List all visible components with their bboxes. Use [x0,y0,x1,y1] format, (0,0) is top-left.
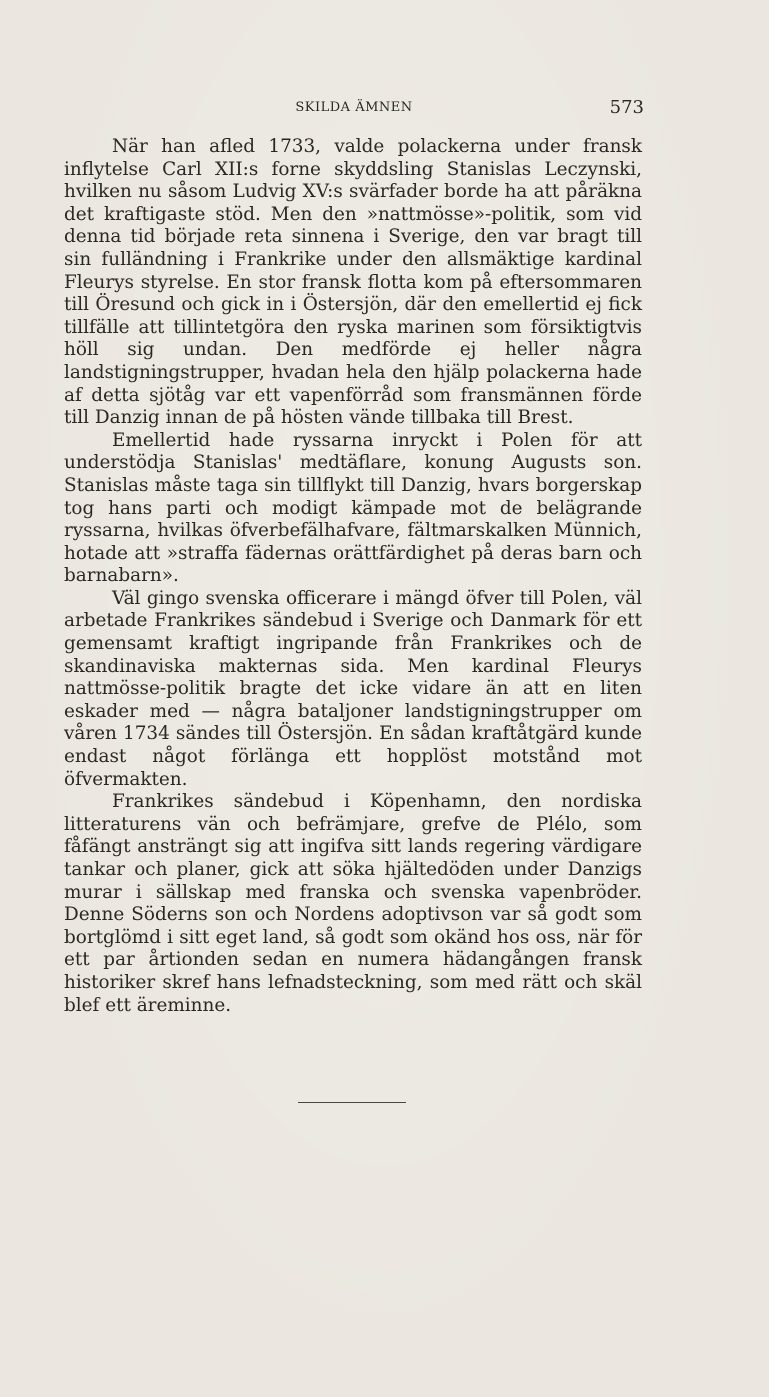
paragraph: Emellertid hade ryssarna inryckt i Polen för att understödja Stanislas' medtäflare, konung Augusts son. Stanislas måste taga sin tillflykt till Danzig, hvars borgerskap tog hans parti och modigt kämpade mot de belägrande ryssarna, hvilkas öfverbefälhafvare, fältmarskalken Münnich, hotade att »straffa fädernas orättfärdighet på deras barn och barnabarn». [64,429,642,587]
running-head [64,97,644,121]
paragraph: Frankrikes sändebud i Köpenhamn, den nordiska litteraturens vän och befrämjare, grefve de Plélo, som fåfängt ansträngt sig att ingifva sitt lands regering värdigare tankar och planer, gick att söka hjältedöden under Danzigs murar i sällskap med franska och svenska vapenbröder. Denne Söderns son och Nordens adoptivson var så godt som bortglömd i sitt eget land, så godt som okänd hos oss, när för ett par årtionden sedan en numera hädangången fransk historiker skref hans lefnadsteckning, som med rätt och skäl blef ett äreminne. [64,791,642,1016]
running-title: SKILDA ÄMNEN [295,100,413,115]
page-number: 573 [609,97,644,118]
section-end-rule [298,1102,406,1103]
paragraph: Väl gingo svenska officerare i mängd öfver till Polen, väl arbetade Frankrikes sändebud i Sverige och Danmark för ett gemensamt kraftigt ingripande från Frankrikes och de skandinaviska makternas sida. Men kardinal Fleurys nattmösse-politik bragte det icke vidare än att en liten eskader med — några bataljoner landstigningstrupper om våren 1734 sändes till Östersjön. En sådan kraftåtgärd kunde endast något förlänga ett hopplöst motstånd mot öfvermakten. [64,587,642,790]
paragraph: När han afled 1733, valde polackerna under fransk inflytelse Carl XII:s forne skyddsling Stanislas Leczynski, hvilken nu såsom Ludvig XV:s svärfader borde ha att påräkna det kraftigaste stöd. Men den »nattmösse»-politik, som vid denna tid började reta sinnena i Sverige, den var bragt till sin fulländning i Frankrike under den allsmäktige kardinal Fleurys styrelse. En stor fransk flotta kom på eftersommaren till Öresund och gick in i Östersjön, där den emellertid ej fick tillfälle att tillintetgöra den ryska marinen som försiktigtvis höll sig undan. Den medförde ej heller några landstigningstrupper, hvadan hela den hjälp polackerna hade af detta sjötåg var ett vapenförråd som fransmännen förde till Danzig innan de på hösten vände tillbaka till Brest. [64,136,642,429]
body-text [64,136,642,1017]
